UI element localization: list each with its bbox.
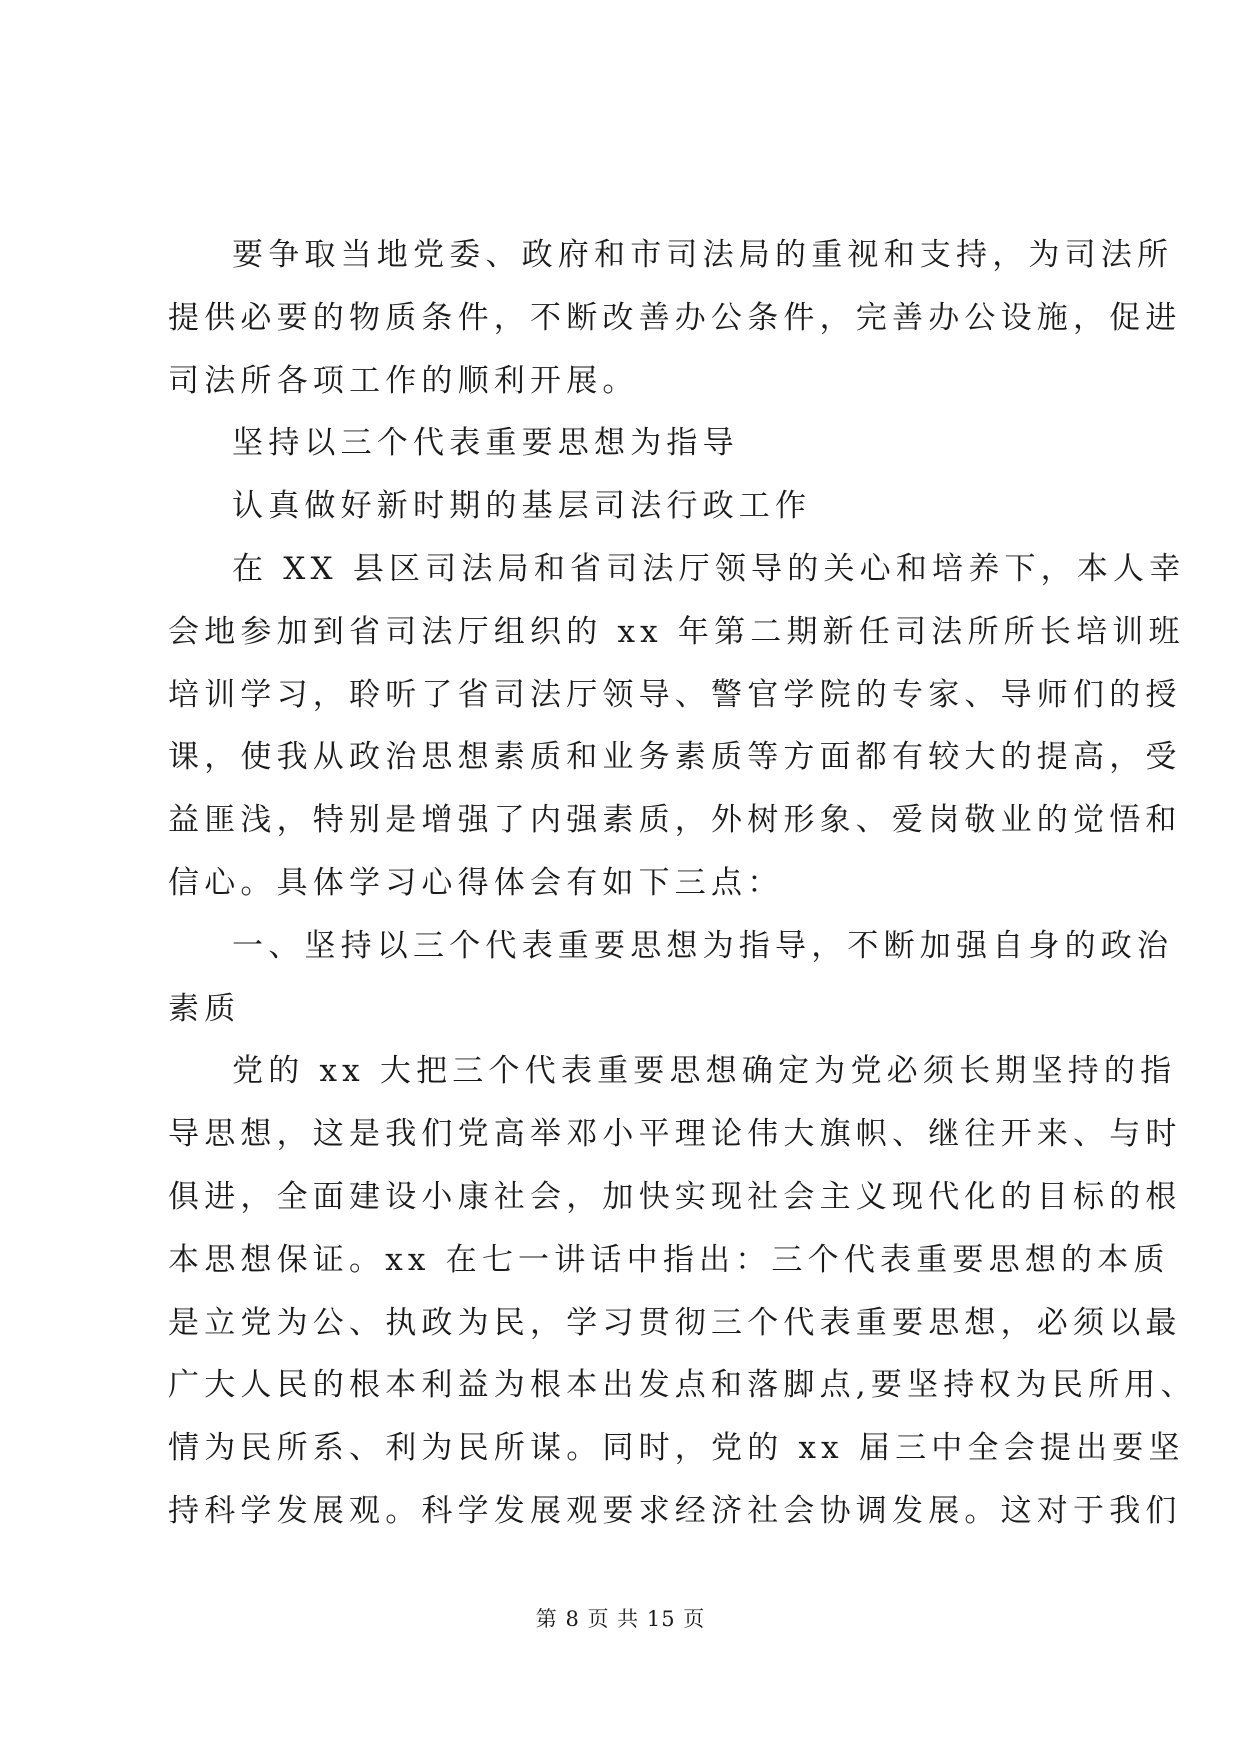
text-line: 党的 xx 大把三个代表重要思想确定为党必须长期坚持的指 <box>232 1053 1177 1090</box>
point-heading: 一、坚持以三个代表重要思想为指导，不断加强自身的政治 <box>232 927 1174 964</box>
section-heading: 坚持以三个代表重要思想为指导 <box>232 425 739 462</box>
text-line: 在 XX 县区司法局和省司法厅领导的关心和培养下，本人幸 <box>232 550 1186 587</box>
text-line: 广大人民的根本利益为根本出发点和落脚点,要坚持权为民所用、 <box>168 1367 1197 1404</box>
text-line: 情为民所系、利为民所谋。同时，党的 xx 届三中全会提出要坚 <box>168 1430 1185 1467</box>
text-line: 益匪浅，特别是增强了内强素质，外树形象、爱岗敬业的觉悟和 <box>168 802 1182 839</box>
section-heading: 认真做好新时期的基层司法行政工作 <box>232 488 812 525</box>
text-line: 是立党为公、执政为民，学习贯彻三个代表重要思想，必须以最 <box>168 1304 1182 1341</box>
text-line: 司法所各项工作的顺利开展。 <box>168 362 639 399</box>
text-line: 本思想保证。xx 在七一讲话中指出：三个代表重要思想的本质 <box>168 1241 1170 1278</box>
point-heading-continued: 素质 <box>168 990 241 1027</box>
body-text <box>168 224 1197 1543</box>
text-line: 导思想，这是我们党高举邓小平理论伟大旗帜、继往开来、与时 <box>168 1116 1182 1153</box>
text-line: 信心。具体学习心得体会有如下三点： <box>168 864 784 901</box>
text-line: 课，使我从政治思想素质和业务素质等方面都有较大的提高，受 <box>168 739 1182 776</box>
text-line: 持科学发展观。科学发展观要求经济社会协调发展。这对于我们 <box>168 1492 1182 1529</box>
text-line: 会地参加到省司法厅组织的 xx 年第二期新任司法所所长培训班 <box>168 613 1185 650</box>
text-line: 提供必要的物质条件，不断改善办公条件，完善办公设施，促进 <box>168 299 1182 336</box>
page-number-footer: 第 8 页 共 15 页 <box>535 1607 706 1631</box>
text-line: 要争取当地党委、政府和市司法局的重视和支持，为司法所 <box>232 237 1174 273</box>
text-line: 培训学习，聆听了省司法厅领导、警官学院的专家、导师们的授 <box>168 676 1182 713</box>
text-line: 俱进，全面建设小康社会，加快实现社会主义现代化的目标的根 <box>168 1178 1182 1215</box>
